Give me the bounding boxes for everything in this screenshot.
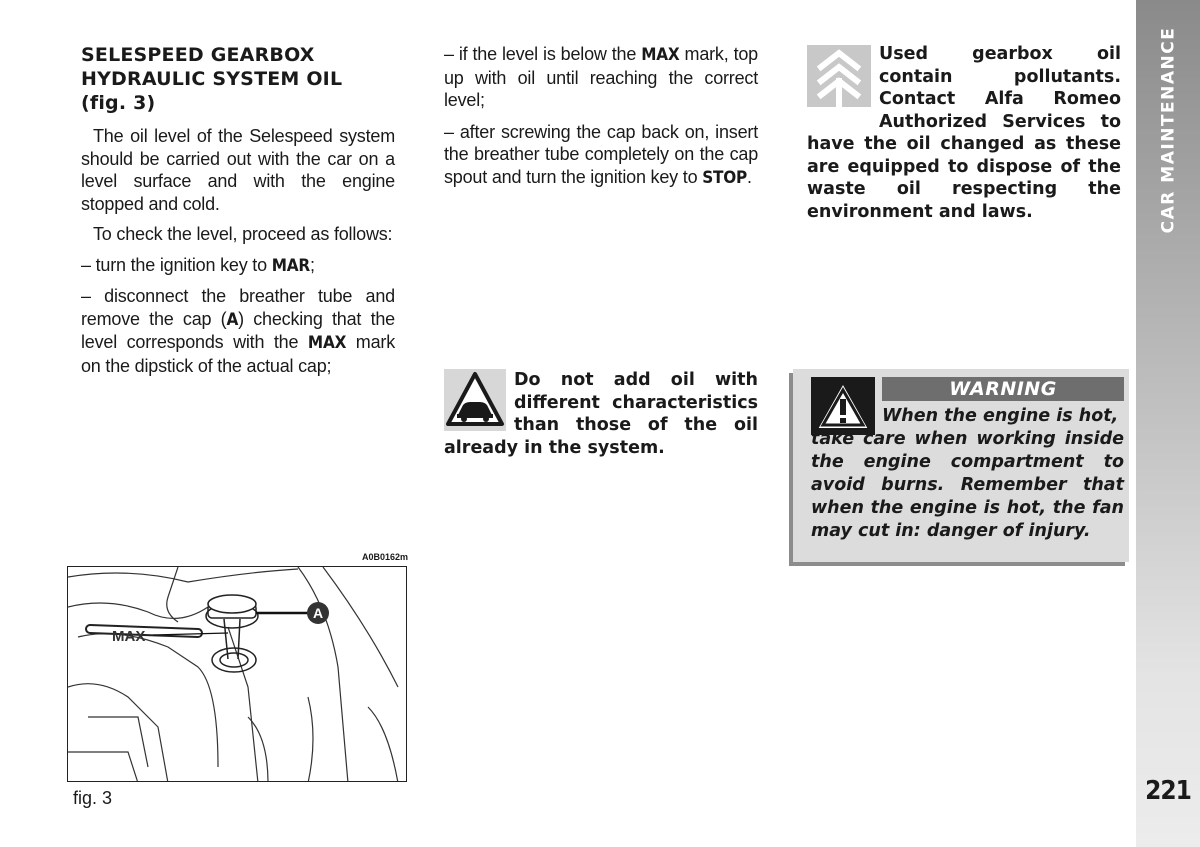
section-tab (1136, 0, 1200, 847)
paragraph (444, 121, 758, 190)
warning-box (793, 369, 1129, 562)
paragraph (444, 43, 758, 112)
text-span: – if the level is below the (444, 44, 642, 64)
environment-text: Used gearbox oil contain pollutants. Contact Alfa Romeo Authorized Services to have the oil changed as these are equipped to dispose of the waste oil respecting the environment and laws. (807, 44, 1121, 222)
bold-span: STOP (702, 167, 748, 188)
paragraph (81, 285, 395, 377)
text-span: . (747, 166, 752, 187)
label-a: A (312, 605, 324, 621)
caution-note (444, 369, 758, 459)
section-heading (81, 43, 395, 115)
page-number: 221 (1145, 776, 1191, 806)
engine-drawing (68, 567, 407, 782)
text-span: ) checking that the level corresponds with the (81, 308, 395, 352)
figure-caption: fig. 3 (73, 788, 113, 808)
bold-span: MAX (641, 45, 680, 65)
text-span: – disconnect the breather tube and remove the cap ( (81, 286, 395, 329)
bold-span: A (226, 309, 239, 330)
text-span: – turn the ignition key to (81, 254, 272, 275)
text-span: mark, top up with oil until reaching the correct level; (444, 44, 758, 110)
left-column (81, 43, 395, 377)
heading-line: SELESPEED GEARBOX (81, 44, 315, 66)
warning-text (811, 405, 1124, 543)
warning-first-line: When the engine is hot, (882, 406, 1119, 426)
text-span: ; (309, 254, 315, 275)
warning-title: WARNING (882, 377, 1124, 401)
paragraph: To check the level, proceed as follows: (93, 224, 393, 244)
bold-span: MAX (307, 333, 347, 353)
tree-icon (807, 45, 871, 107)
text-span: – after screwing the cap back on, insert the breather tube completely on the cap spout and turn the ignition key to (444, 121, 758, 187)
paragraph (81, 254, 395, 278)
bold-span: MAR (271, 255, 310, 276)
car-warning-icon (444, 369, 506, 431)
text-span: mark on the dipstick of the actual cap; (81, 332, 395, 376)
figure-code: A0B0162m (361, 552, 408, 562)
paragraph: The oil level of the Selespeed system should be carried out with the car on a level surface and with the engine stopped and cold. (81, 126, 395, 214)
warning-rest: take care when working inside the engine compartment to avoid burns. Remember that when the engine is hot, the fan may cut in: danger of injury. (811, 429, 1124, 541)
heading-line: (fig. 3) (81, 92, 156, 114)
caution-text: Do not add oil with different characteristics than those of the oil already in the system. (444, 370, 758, 458)
environment-note (807, 43, 1121, 223)
heading-line: HYDRAULIC SYSTEM OIL (81, 68, 343, 90)
middle-column (444, 43, 758, 189)
figure-illustration (67, 566, 407, 782)
section-tab-label: CAR MAINTENANCE (1158, 26, 1178, 234)
label-max: MAX (112, 628, 146, 645)
